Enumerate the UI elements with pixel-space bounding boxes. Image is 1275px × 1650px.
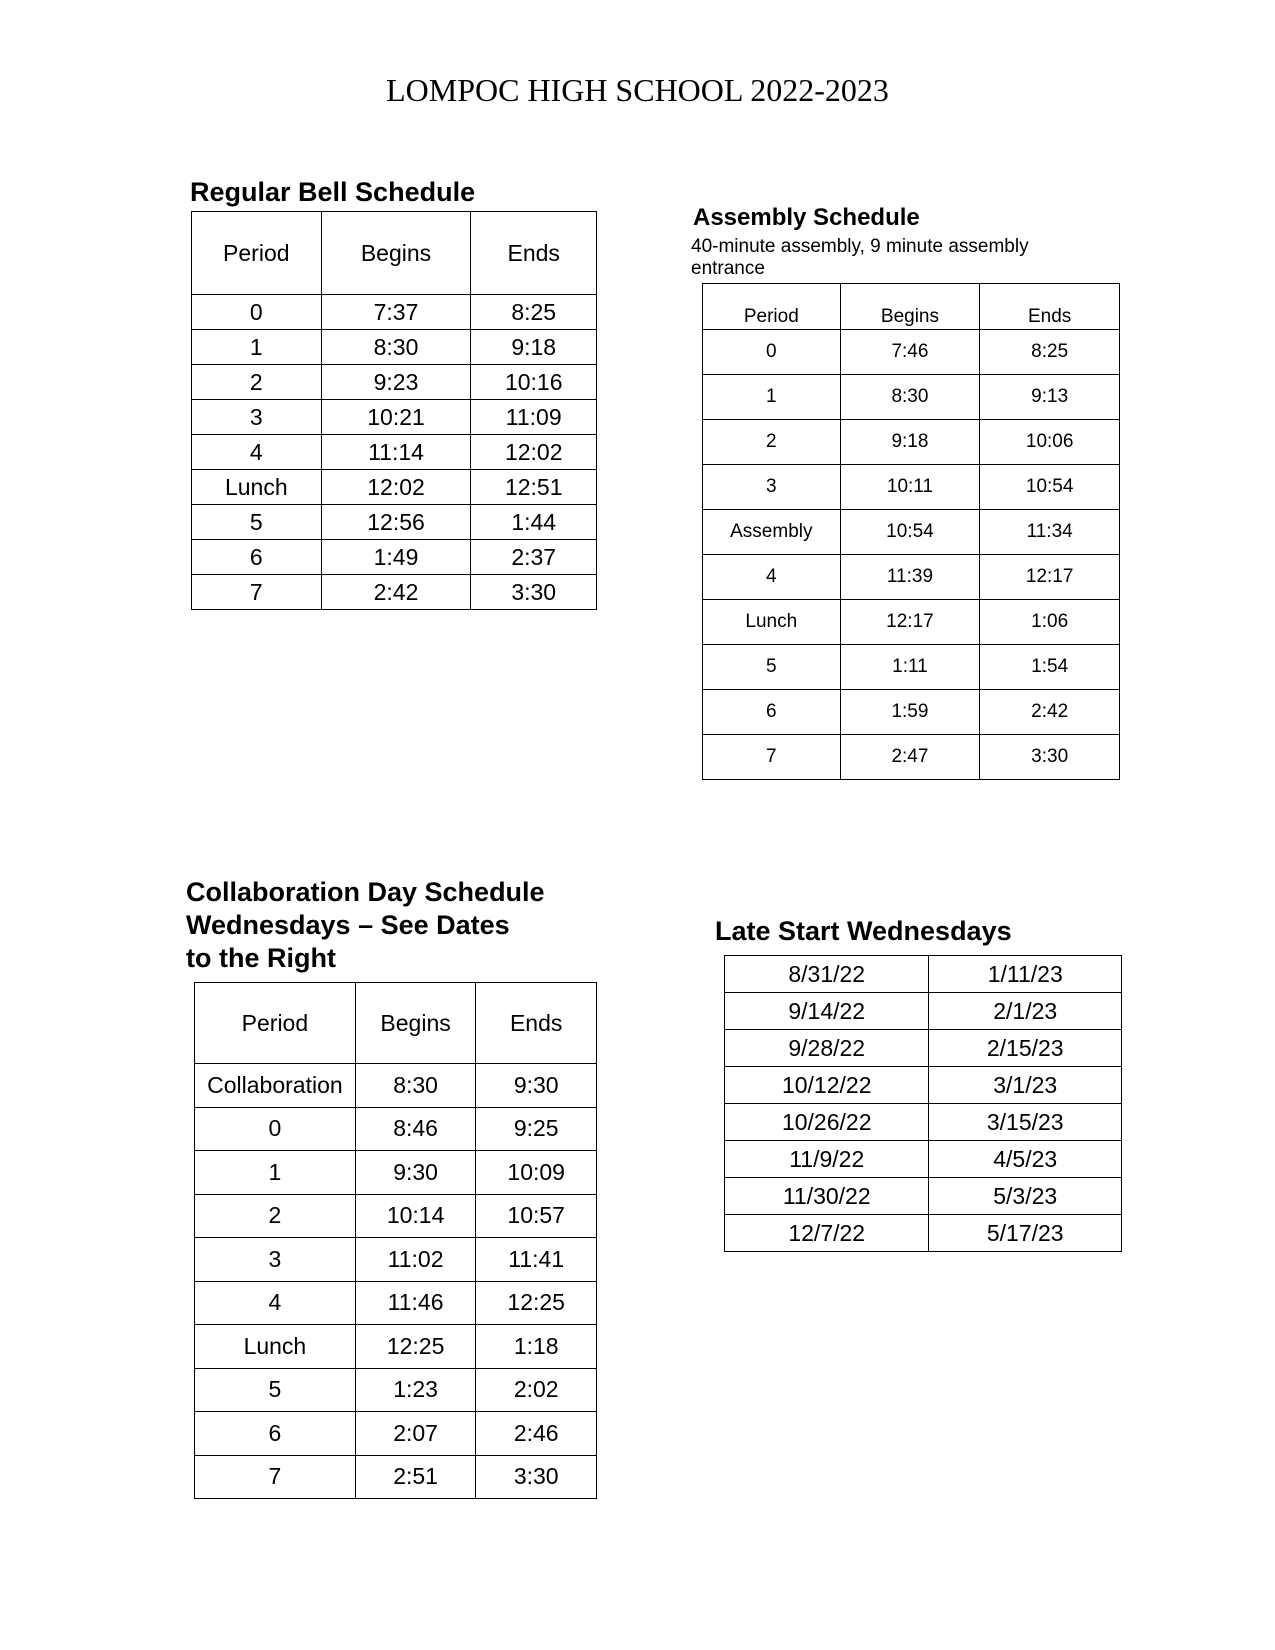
table-cell: 8:30: [840, 375, 980, 420]
table-cell: 2:07: [355, 1412, 476, 1456]
table-cell: 9:13: [980, 375, 1120, 420]
table-cell: 11:41: [476, 1238, 597, 1282]
column-header-begins: Begins: [840, 284, 980, 330]
table-row: [725, 956, 1122, 993]
table-cell: 2: [703, 420, 841, 465]
table-cell: 11:09: [471, 400, 597, 435]
table-cell: 4: [195, 1281, 356, 1325]
table-cell: 9:18: [840, 420, 980, 465]
table-cell: 8:30: [321, 330, 471, 365]
table-cell: 1:06: [980, 600, 1120, 645]
table-cell: 3:30: [980, 735, 1120, 780]
table-cell: 1:59: [840, 690, 980, 735]
table-cell: 8:30: [355, 1064, 476, 1108]
table-cell: 3/15/23: [929, 1104, 1122, 1141]
column-header-begins: Begins: [355, 983, 476, 1064]
table-cell: 7:46: [840, 330, 980, 375]
table-cell: 6: [195, 1412, 356, 1456]
table-row: [192, 435, 597, 470]
table-cell: 11:39: [840, 555, 980, 600]
table-cell: 11/9/22: [725, 1141, 929, 1178]
column-header-ends: Ends: [476, 983, 597, 1064]
table-cell: 7:37: [321, 295, 471, 330]
table-row: [725, 1104, 1122, 1141]
table-row: [195, 1064, 597, 1108]
late-start-dates-table: [724, 955, 1122, 1252]
table-cell: 10:16: [471, 365, 597, 400]
table-cell: 1:44: [471, 505, 597, 540]
column-header-ends: Ends: [471, 212, 597, 295]
table-header-row: [192, 212, 597, 295]
table-row: [703, 465, 1120, 510]
table-cell: 9:25: [476, 1107, 597, 1151]
table-cell: 3: [703, 465, 841, 510]
table-cell: 1:18: [476, 1325, 597, 1369]
table-cell: 7: [703, 735, 841, 780]
table-cell: 3:30: [476, 1455, 597, 1499]
assembly-schedule-note: 40-minute assembly, 9 minute assembly entrance: [691, 236, 1029, 279]
table-cell: 1/11/23: [929, 956, 1122, 993]
table-cell: 12:56: [321, 505, 471, 540]
regular-schedule-table: [191, 211, 597, 610]
table-cell: 4/5/23: [929, 1141, 1122, 1178]
table-header-row: [195, 983, 597, 1064]
table-row: [195, 1194, 597, 1238]
table-cell: 2:42: [321, 575, 471, 610]
table-cell: 8/31/22: [725, 956, 929, 993]
table-cell: 10/12/22: [725, 1067, 929, 1104]
table-cell: 12:51: [471, 470, 597, 505]
table-row: [725, 1030, 1122, 1067]
table-row: [192, 505, 597, 540]
table-cell: 6: [703, 690, 841, 735]
table-cell: 5/3/23: [929, 1178, 1122, 1215]
table-cell: 11:34: [980, 510, 1120, 555]
table-cell: 3/1/23: [929, 1067, 1122, 1104]
table-row: [703, 375, 1120, 420]
table-cell: 10:14: [355, 1194, 476, 1238]
table-cell: 2:46: [476, 1412, 597, 1456]
table-cell: 12:25: [476, 1281, 597, 1325]
table-cell: Lunch: [195, 1325, 356, 1369]
table-cell: 10/26/22: [725, 1104, 929, 1141]
table-header-row: [703, 284, 1120, 330]
table-cell: 2: [195, 1194, 356, 1238]
table-cell: 10:09: [476, 1151, 597, 1195]
column-header-period: Period: [195, 983, 356, 1064]
table-row: [703, 510, 1120, 555]
collaboration-heading-line-3: to the Right: [186, 943, 336, 973]
collaboration-schedule-heading: [186, 876, 545, 975]
table-row: [195, 1151, 597, 1195]
assembly-schedule-table: [702, 283, 1120, 780]
table-cell: 1:54: [980, 645, 1120, 690]
table-cell: 12:25: [355, 1325, 476, 1369]
table-cell: 6: [192, 540, 322, 575]
table-row: [195, 1325, 597, 1369]
column-header-begins: Begins: [321, 212, 471, 295]
table-cell: 10:11: [840, 465, 980, 510]
table-cell: 9/28/22: [725, 1030, 929, 1067]
table-cell: 1: [192, 330, 322, 365]
table-cell: 9:30: [476, 1064, 597, 1108]
table-row: [192, 365, 597, 400]
table-cell: 9/14/22: [725, 993, 929, 1030]
table-row: [195, 1455, 597, 1499]
table-cell: 5/17/23: [929, 1215, 1122, 1252]
collaboration-heading-line-1: Collaboration Day Schedule: [186, 877, 545, 907]
table-row: [192, 400, 597, 435]
table-row: [703, 420, 1120, 465]
table-row: [195, 1281, 597, 1325]
table-cell: 2:42: [980, 690, 1120, 735]
table-cell: Assembly: [703, 510, 841, 555]
table-cell: 2:37: [471, 540, 597, 575]
table-cell: Lunch: [703, 600, 841, 645]
table-cell: 12/7/22: [725, 1215, 929, 1252]
table-cell: 2:02: [476, 1368, 597, 1412]
table-row: [703, 600, 1120, 645]
table-row: [703, 690, 1120, 735]
table-row: [703, 555, 1120, 600]
table-cell: 10:54: [840, 510, 980, 555]
table-cell: 10:57: [476, 1194, 597, 1238]
table-cell: 10:54: [980, 465, 1120, 510]
table-cell: 2/1/23: [929, 993, 1122, 1030]
table-row: [192, 295, 597, 330]
table-cell: 9:23: [321, 365, 471, 400]
table-cell: 5: [195, 1368, 356, 1412]
assembly-schedule-heading: Assembly Schedule: [693, 204, 920, 231]
table-cell: 0: [192, 295, 322, 330]
table-cell: 11:46: [355, 1281, 476, 1325]
table-cell: 1: [703, 375, 841, 420]
table-row: [195, 1412, 597, 1456]
table-cell: 12:02: [471, 435, 597, 470]
table-cell: 3:30: [471, 575, 597, 610]
table-cell: 11:14: [321, 435, 471, 470]
regular-schedule-heading: Regular Bell Schedule: [190, 177, 476, 207]
table-cell: 0: [703, 330, 841, 375]
table-cell: 5: [192, 505, 322, 540]
table-cell: Collaboration: [195, 1064, 356, 1108]
column-header-ends: Ends: [980, 284, 1120, 330]
table-cell: Lunch: [192, 470, 322, 505]
table-cell: 12:17: [980, 555, 1120, 600]
table-row: [195, 1368, 597, 1412]
table-cell: 2/15/23: [929, 1030, 1122, 1067]
table-row: [725, 1215, 1122, 1252]
table-cell: 2: [192, 365, 322, 400]
table-cell: 8:25: [980, 330, 1120, 375]
table-row: [195, 1238, 597, 1282]
table-cell: 9:18: [471, 330, 597, 365]
table-cell: 1:23: [355, 1368, 476, 1412]
table-cell: 1: [195, 1151, 356, 1195]
table-cell: 10:21: [321, 400, 471, 435]
table-cell: 7: [195, 1455, 356, 1499]
document-title: LOMPOC HIGH SCHOOL 2022-2023: [386, 72, 889, 108]
table-cell: 10:06: [980, 420, 1120, 465]
table-cell: 9:30: [355, 1151, 476, 1195]
table-cell: 3: [192, 400, 322, 435]
table-cell: 8:25: [471, 295, 597, 330]
collaboration-heading-line-2: Wednesdays – See Dates: [186, 910, 510, 940]
table-row: [725, 1067, 1122, 1104]
table-cell: 4: [703, 555, 841, 600]
table-cell: 2:51: [355, 1455, 476, 1499]
table-cell: 3: [195, 1238, 356, 1282]
table-cell: 11:02: [355, 1238, 476, 1282]
table-row: [192, 575, 597, 610]
column-header-period: Period: [192, 212, 322, 295]
table-row: [192, 470, 597, 505]
table-cell: 4: [192, 435, 322, 470]
table-cell: 1:11: [840, 645, 980, 690]
table-cell: 11/30/22: [725, 1178, 929, 1215]
table-row: [192, 540, 597, 575]
table-cell: 2:47: [840, 735, 980, 780]
table-cell: 12:17: [840, 600, 980, 645]
table-row: [725, 1178, 1122, 1215]
column-header-period: Period: [703, 284, 841, 330]
table-cell: 8:46: [355, 1107, 476, 1151]
table-cell: 1:49: [321, 540, 471, 575]
table-row: [703, 735, 1120, 780]
table-row: [195, 1107, 597, 1151]
table-cell: 5: [703, 645, 841, 690]
table-row: [703, 330, 1120, 375]
table-cell: 0: [195, 1107, 356, 1151]
collaboration-schedule-table: [194, 982, 597, 1499]
table-row: [192, 330, 597, 365]
table-cell: 7: [192, 575, 322, 610]
late-start-heading: Late Start Wednesdays: [715, 916, 1012, 946]
table-row: [725, 993, 1122, 1030]
table-row: [703, 645, 1120, 690]
table-row: [725, 1141, 1122, 1178]
table-cell: 12:02: [321, 470, 471, 505]
